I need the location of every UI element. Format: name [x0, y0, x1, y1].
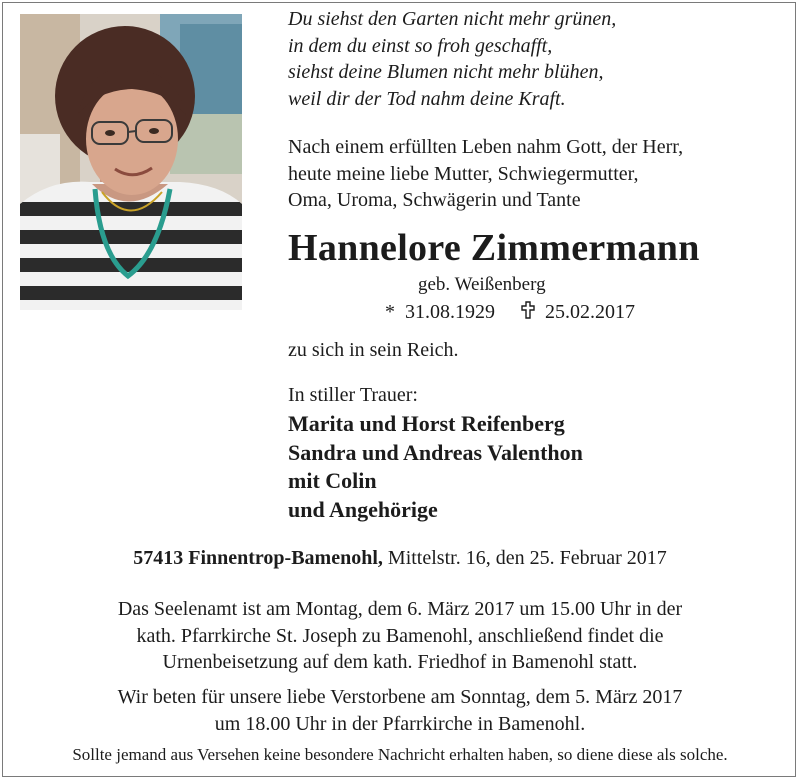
cross-icon	[521, 300, 535, 326]
poem-line: siehst deine Blumen nicht mehr blühen,	[288, 61, 604, 83]
life-dates	[385, 299, 635, 326]
mourning-label: In stiller Trauer:	[288, 384, 418, 406]
poem-line: weil dir der Tod nahm deine Kraft.	[288, 87, 566, 110]
service-line: Das Seelenamt ist am Montag, dem 6. März 2017 um 15.00 Uhr in der	[117, 598, 683, 620]
memorial-poem	[288, 6, 788, 112]
intro-line: Oma, Uroma, Schwägerin und Tante	[288, 189, 581, 211]
service-line: kath. Pfarrkirche St. Joseph zu Bamenohl, anschließend findet die	[136, 624, 664, 647]
deceased-name: Hannelore Zimmermann	[288, 227, 700, 269]
prayer-line: um 18.00 Uhr in der Pfarrkirche in Bamenohl.	[214, 712, 586, 735]
mourner-name: Marita und Horst Reifenberg	[288, 411, 565, 436]
closing-line: zu sich in sein Reich.	[288, 339, 459, 361]
poem-line: Du siehst den Garten nicht mehr grünen,	[288, 8, 617, 30]
portrait-photo	[20, 14, 242, 310]
address-line	[0, 545, 800, 571]
mourner-name: mit Colin	[288, 468, 377, 493]
notification-disclaimer: Sollte jemand aus Versehen keine besondere Nachricht erhalten haben, so diene diese als solche.	[72, 745, 728, 764]
intro-line: Nach einem erfüllten Leben nahm Gott, der Herr,	[288, 136, 684, 158]
mourner-name: Sandra und Andreas Valenthon	[288, 439, 583, 465]
service-line: Urnenbeisetzung auf dem kath. Friedhof in Bamenohl statt.	[162, 651, 638, 673]
mourner-name: und Angehörige	[288, 496, 438, 522]
service-info	[0, 596, 800, 676]
prayer-info	[0, 684, 800, 737]
announcement-intro	[288, 134, 788, 214]
intro-line: heute meine liebe Mutter, Schwiegermutter,	[288, 162, 639, 185]
prayer-line: Wir beten für unsere liebe Verstorbene am Sonntag, dem 5. März 2017	[117, 686, 683, 708]
address-rest: Mittelstr. 16, den 25. Februar 2017	[382, 547, 667, 569]
birth-date: 31.08.1929	[405, 301, 495, 323]
birth-symbol: *	[385, 301, 395, 323]
birth-name: geb. Weißenberg	[418, 274, 546, 295]
mourners-list	[288, 410, 583, 524]
death-date: 25.02.2017	[545, 301, 635, 323]
poem-line: in dem du einst so froh geschafft,	[288, 34, 553, 57]
address-place: 57413 Finnentrop-Bamenohl,	[133, 547, 383, 569]
